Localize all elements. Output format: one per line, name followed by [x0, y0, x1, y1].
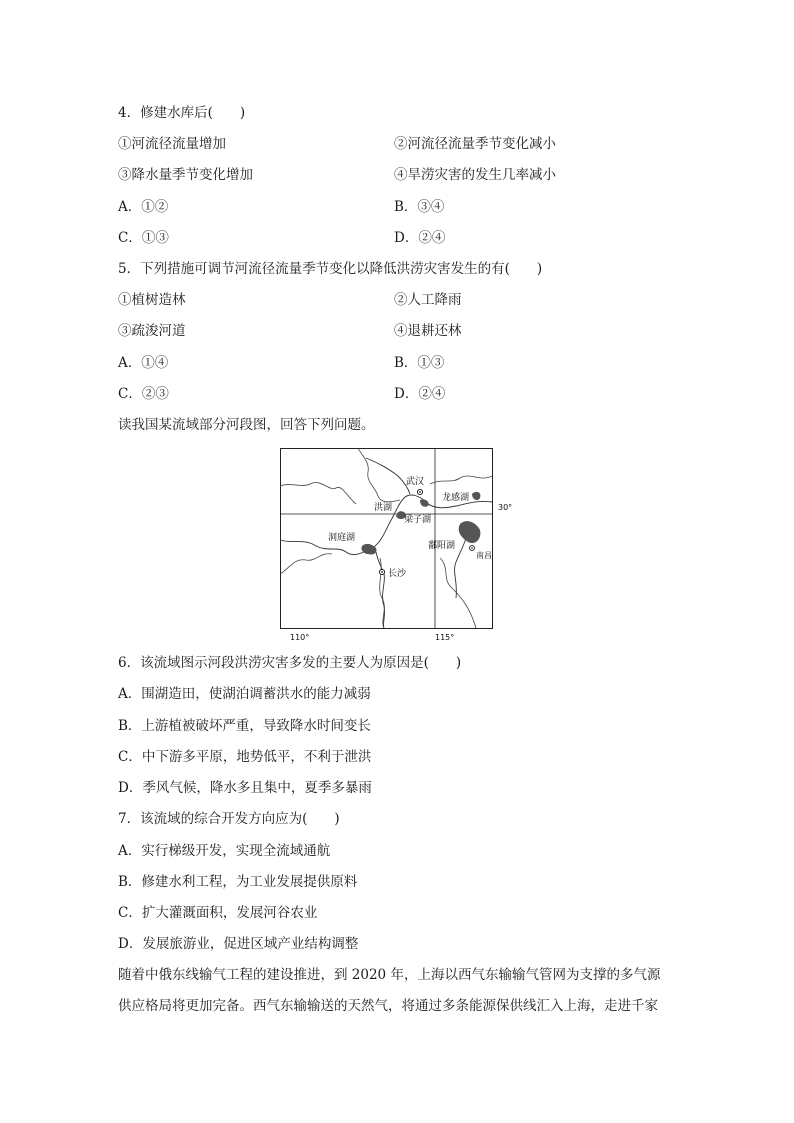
label-dongtinghu: 洞庭湖	[328, 533, 356, 543]
q4-option-4: ④旱涝灾害的发生几率减小	[394, 167, 556, 183]
wuhan-marker-dot	[419, 491, 421, 493]
q4-choice-a: A．①②	[118, 199, 169, 215]
border-jiangxi-fujian	[440, 558, 476, 628]
q4-choice-d: D．②④	[394, 230, 446, 246]
q5-choice-b: B．①③	[394, 355, 445, 371]
q5-choice-d: D．②④	[394, 386, 446, 402]
poyang-lake	[459, 521, 481, 543]
label-lon-110: 110°	[290, 633, 310, 642]
q4-option-3: ③降水量季节变化增加	[118, 167, 253, 183]
q4-choice-c: C．①③	[118, 230, 169, 246]
border-north	[358, 448, 400, 502]
q6-choice-c: C．中下游多平原，地势低平，不利于泄洪	[118, 749, 372, 765]
q5-stem: 5．下列措施可调节河流径流量季节变化以降低洪涝灾害发生的有( )	[118, 261, 543, 277]
passage-line-2: 供应格局将更加完备。西气东输输送的天然气，将通过多条能源保供线汇入上海，走进千家	[118, 998, 658, 1014]
q6-choice-d: D．季风气候，降水多且集中，夏季多暴雨	[118, 780, 372, 796]
q7-choice-c: C．扩大灌溉面积，发展河谷农业	[118, 905, 318, 921]
q5-option-2: ②人工降雨	[394, 292, 462, 308]
label-changsha: 长沙	[388, 569, 407, 579]
border-southwest	[280, 554, 332, 574]
label-wuhan: 武汉	[406, 477, 425, 487]
q5-choice-a: A．①④	[118, 355, 169, 371]
q5-choice-c: C．②③	[118, 386, 169, 402]
border-west	[280, 482, 356, 504]
label-poyanghu: 鄱阳湖	[428, 541, 456, 551]
q5-option-1: ①植树造林	[118, 292, 186, 308]
passage-line-1: 随着中俄东线输气工程的建设推进，到 2020 年，上海以西气东输输气管网为支撑的多气源	[118, 967, 661, 983]
label-longganhu: 龙感湖	[442, 493, 470, 503]
q6-stem: 6．该流域图示河段洪涝灾害多发的主要人为原因是( )	[118, 655, 462, 671]
q4-choice-b: B．③④	[394, 199, 445, 215]
q7-stem: 7．该流域的综合开发方向应为( )	[118, 811, 340, 827]
label-honghu: 洪湖	[374, 503, 393, 513]
river-basin-map	[280, 448, 513, 642]
q6-choice-b: B．上游植被破坏严重，导致降水时间变长	[118, 718, 371, 734]
label-liangzihu: 梁子湖	[404, 515, 432, 525]
label-lon-115: 115°	[435, 633, 455, 642]
q7-choice-a: A．实行梯级开发，实现全流域通航	[118, 843, 331, 859]
q4-stem: 4．修建水库后( )	[118, 105, 246, 121]
liangzi-lake	[420, 499, 429, 506]
border-anhui	[430, 476, 492, 484]
han-river	[366, 458, 410, 494]
q7-choice-d: D．发展旅游业，促进区域产业结构调整	[118, 936, 359, 952]
q4-option-1: ①河流径流量增加	[118, 136, 226, 152]
map-frame	[281, 449, 493, 629]
longgan-lake	[472, 492, 480, 500]
label-nanchang: 南昌	[476, 551, 492, 560]
q4-option-2: ②河流径流量季节变化减小	[394, 136, 556, 152]
q6-choice-a: A．围湖造田，使湖泊调蓄洪水的能力减弱	[118, 686, 371, 702]
q7-choice-b: B．修建水利工程，为工业发展提供原料	[118, 874, 358, 890]
map-svg	[280, 448, 513, 642]
q5-option-3: ③疏浚河道	[118, 323, 186, 339]
map-intro: 读我国某流域部分河段图，回答下列问题。	[118, 417, 375, 433]
dongting-lake	[361, 544, 376, 555]
changsha-marker-dot	[381, 571, 383, 573]
label-lat-30: 30°	[498, 503, 513, 512]
q5-option-4: ④退耕还林	[394, 323, 462, 339]
nanchang-marker-dot	[471, 547, 473, 549]
